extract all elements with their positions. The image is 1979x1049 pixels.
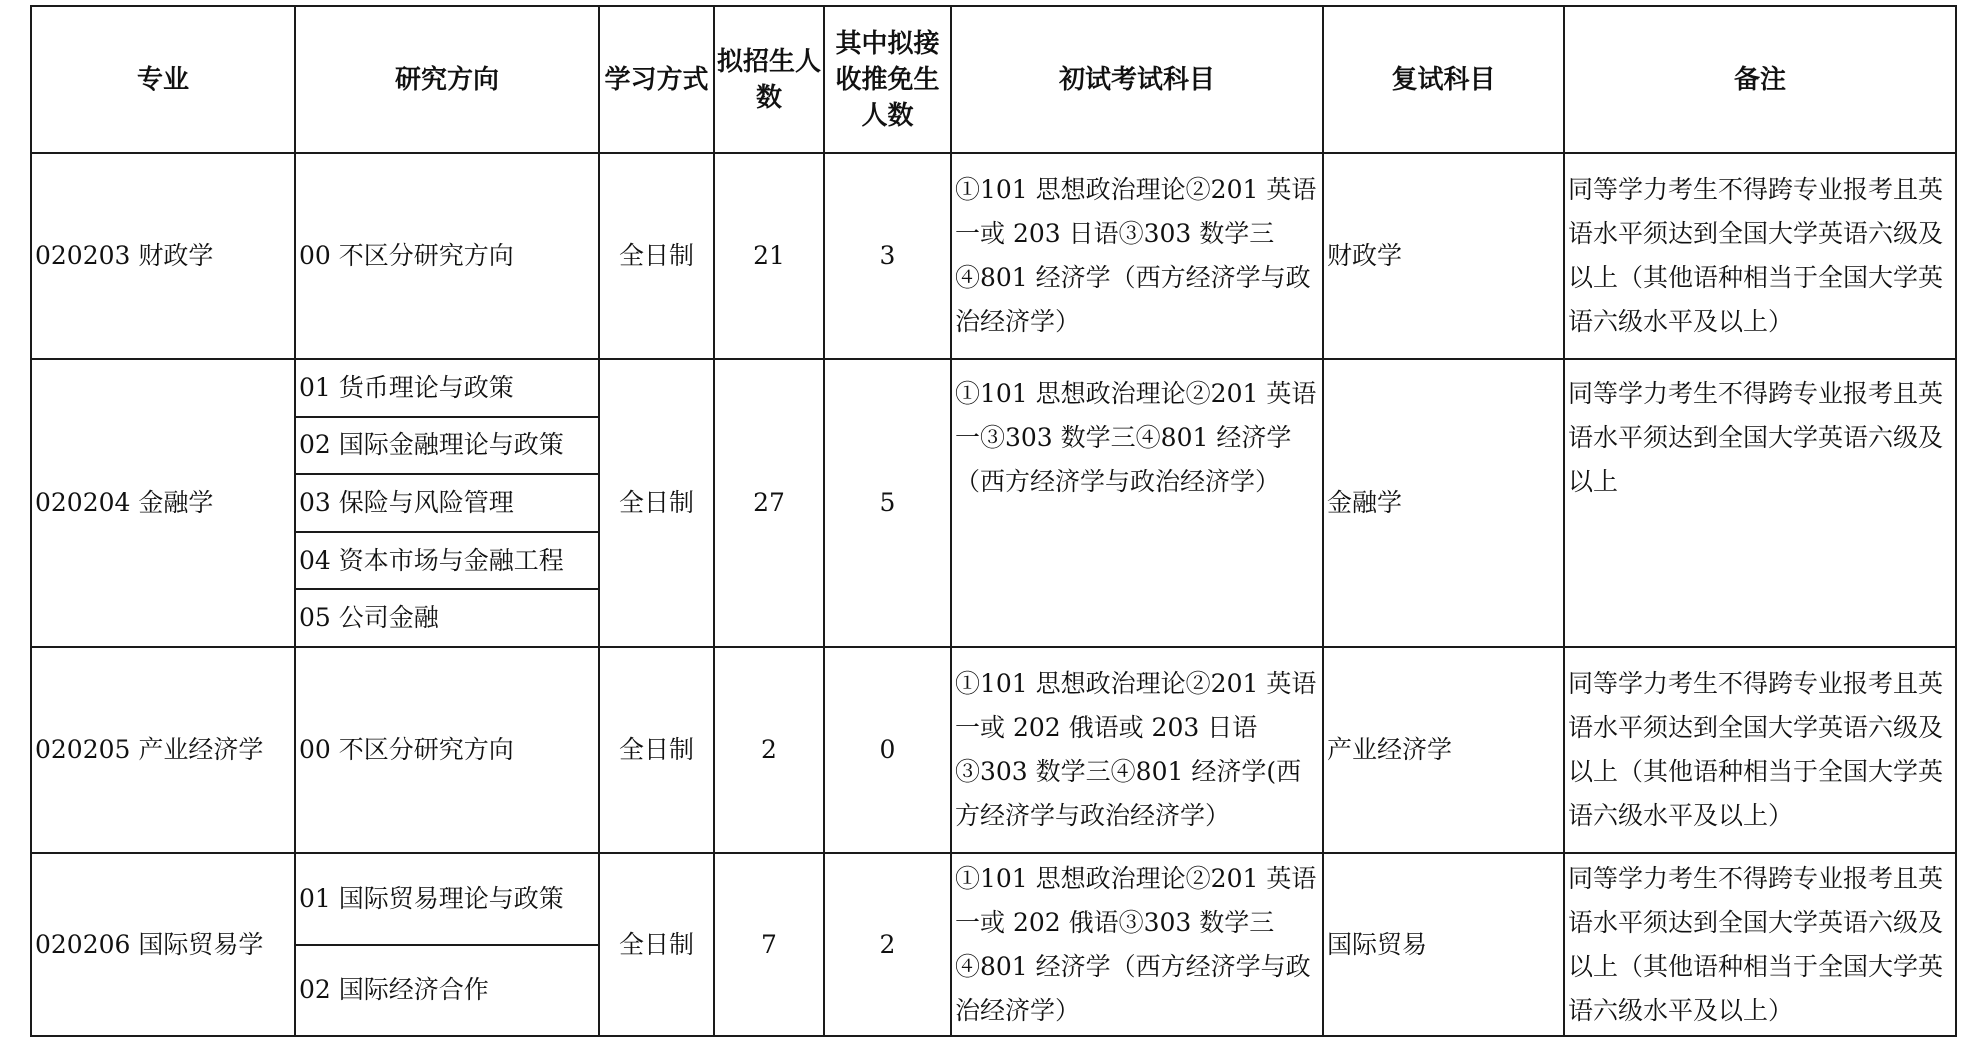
initial-exam-cell: ①101 思想政治理论②201 英语一或 203 日语③303 数学三④801 经济学（西方经济学与政治经济学） (951, 153, 1323, 359)
direction-item: 01 货币理论与政策 (296, 360, 598, 418)
header-retest: 复试科目 (1323, 6, 1564, 153)
direction-item: 02 国际经济合作 (299, 975, 489, 1005)
initial-exam-cell: ①101 思想政治理论②201 英语一或 202 俄语③303 数学三④801 经济学（西方经济学与政治经济学） (951, 853, 1323, 1036)
header-mode: 学习方式 (599, 6, 714, 153)
mode-cell: 全日制 (599, 153, 714, 359)
direction-item: 01 国际贸易理论与政策 (296, 854, 598, 946)
direction-cell: 00 不区分研究方向 (295, 647, 599, 853)
header-direction: 研究方向 (295, 6, 599, 153)
direction-list (296, 360, 598, 646)
retest-cell: 国际贸易 (1323, 853, 1564, 1036)
direction-cell: 00 不区分研究方向 (295, 153, 599, 359)
direction-item: 03 保险与风险管理 (296, 475, 598, 533)
quota-cell: 27 (714, 359, 824, 647)
notes-cell: 同等学力考生不得跨专业报考且英语水平须达到全国大学英语六级及以上（其他语种相当于全国大学英语六级水平及以上） (1564, 153, 1956, 359)
direction-item: 05 公司金融 (299, 603, 439, 633)
header-quota: 拟招生人数 (714, 6, 824, 153)
notes-cell: 同等学力考生不得跨专业报考且英语水平须达到全国大学英语六级及以上 (1564, 359, 1956, 647)
retest-cell: 产业经济学 (1323, 647, 1564, 853)
header-exempt: 其中拟接收推免生人数 (824, 6, 951, 153)
direction-cell (295, 853, 599, 1036)
quota-cell: 7 (714, 853, 824, 1036)
quota-cell: 2 (714, 647, 824, 853)
quota-cell: 21 (714, 153, 824, 359)
direction-item: 02 国际金融理论与政策 (296, 418, 598, 476)
notes-cell: 同等学力考生不得跨专业报考且英语水平须达到全国大学英语六级及以上（其他语种相当于全国大学英语六级水平及以上） (1564, 647, 1956, 853)
major-cell: 020205 产业经济学 (31, 647, 295, 853)
header-initial-exam: 初试考试科目 (951, 6, 1323, 153)
header-row (31, 6, 1956, 153)
notes-cell: 同等学力考生不得跨专业报考且英语水平须达到全国大学英语六级及以上（其他语种相当于全国大学英语六级水平及以上） (1564, 853, 1956, 1036)
major-cell: 020204 金融学 (31, 359, 295, 647)
major-cell: 020206 国际贸易学 (31, 853, 295, 1036)
header-major: 专业 (31, 6, 295, 153)
direction-item: 04 资本市场与金融工程 (296, 533, 598, 591)
initial-exam-cell: ①101 思想政治理论②201 英语一③303 数学三④801 经济学（西方经济学与政治经济学） (951, 359, 1323, 647)
direction-list (296, 854, 598, 1035)
mode-cell: 全日制 (599, 853, 714, 1036)
exempt-cell: 0 (824, 647, 951, 853)
retest-cell: 金融学 (1323, 359, 1564, 647)
mode-cell: 全日制 (599, 647, 714, 853)
direction-cell (295, 359, 599, 647)
table-row (31, 153, 1956, 359)
header-notes: 备注 (1564, 6, 1956, 153)
initial-exam-cell: ①101 思想政治理论②201 英语一或 202 俄语或 203 日语③303 数学三④801 经济学(西方经济学与政治经济学） (951, 647, 1323, 853)
exempt-cell: 2 (824, 853, 951, 1036)
table-row (31, 853, 1956, 1036)
admissions-table (30, 5, 1957, 1037)
major-cell: 020203 财政学 (31, 153, 295, 359)
mode-cell: 全日制 (599, 359, 714, 647)
exempt-cell: 5 (824, 359, 951, 647)
table-row (31, 359, 1956, 647)
retest-cell: 财政学 (1323, 153, 1564, 359)
exempt-cell: 3 (824, 153, 951, 359)
table-row (31, 647, 1956, 853)
